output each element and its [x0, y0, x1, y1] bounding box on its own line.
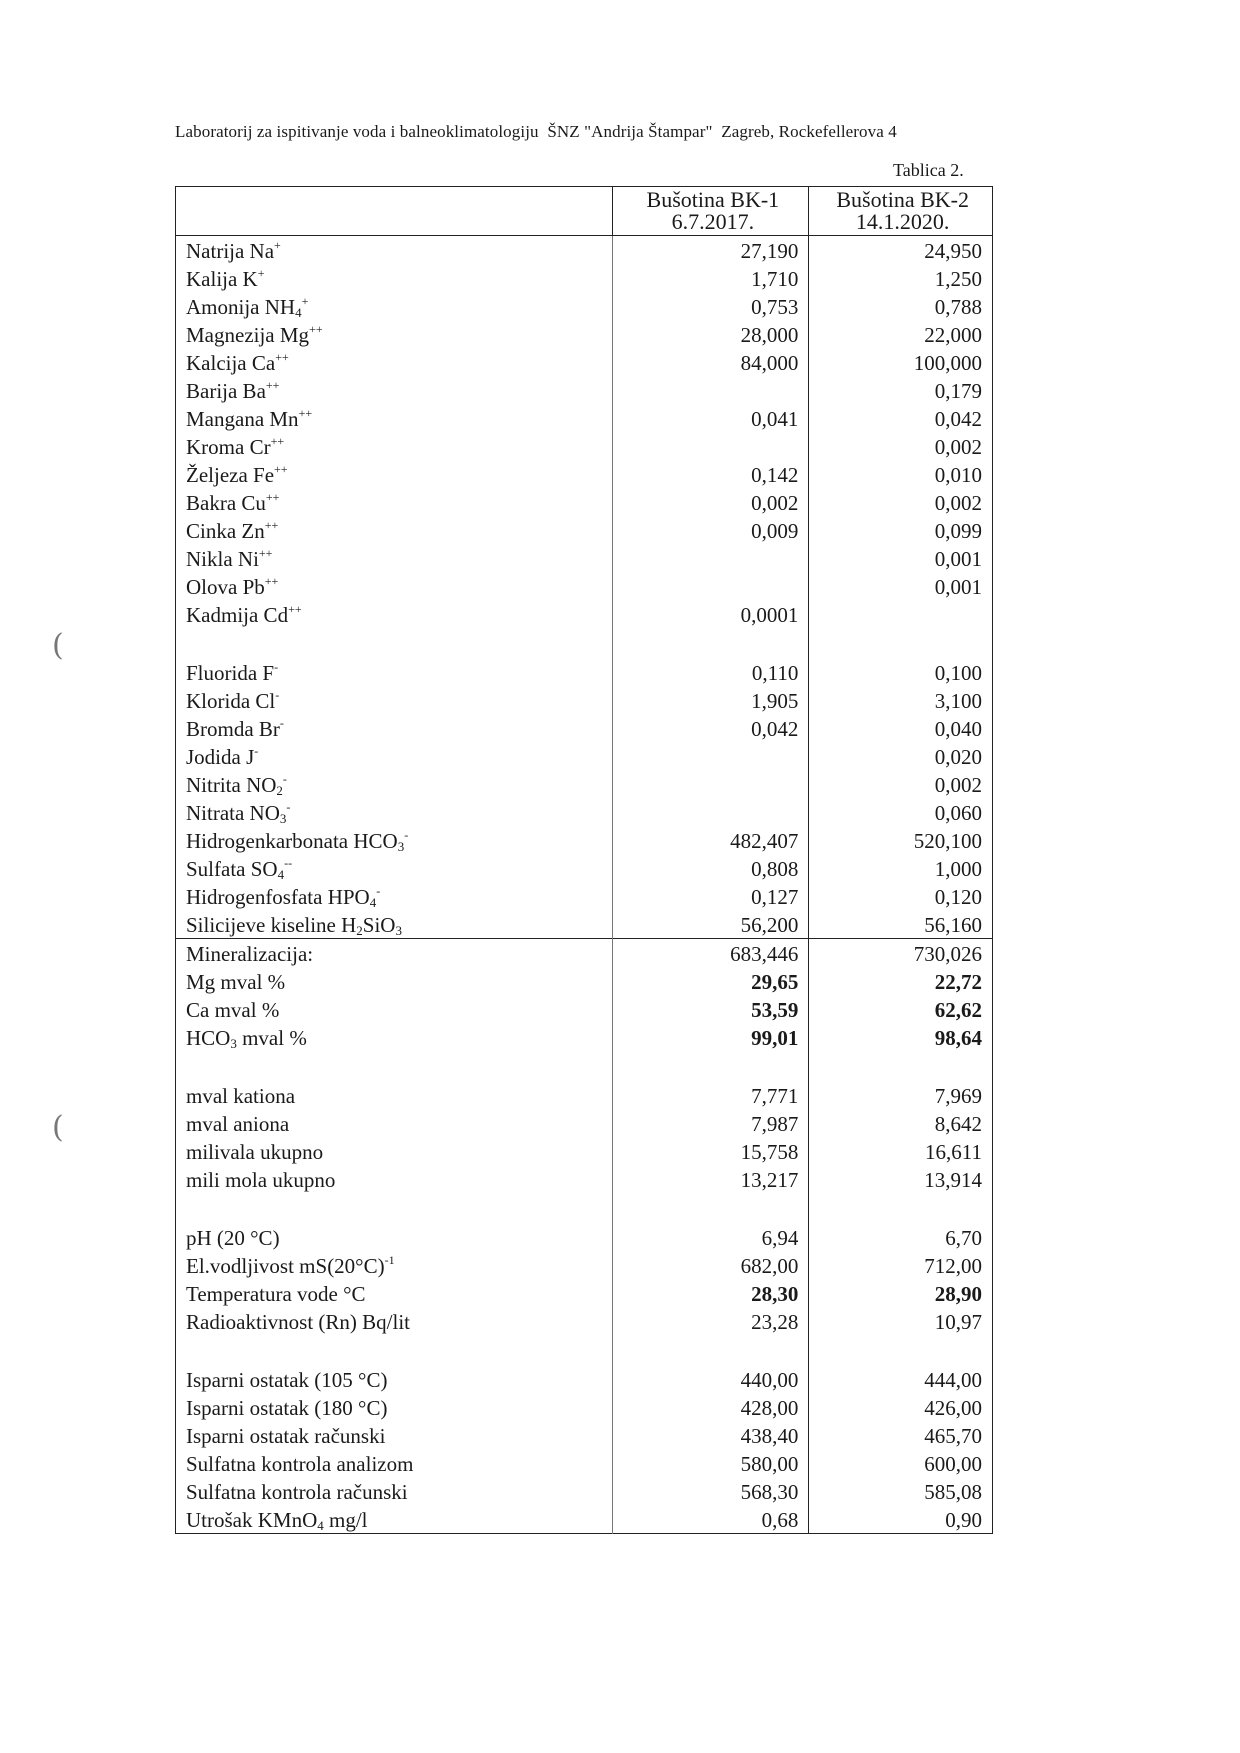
label-superscript: ++	[275, 350, 289, 364]
value-bk2: 520,100	[809, 826, 993, 854]
label-superscript: +	[274, 238, 281, 252]
label-superscript: ++	[270, 434, 285, 448]
label-tail: mval %	[236, 1026, 307, 1050]
spacer-cell	[613, 1051, 809, 1081]
label-text: mval aniona	[186, 1112, 290, 1136]
spacer-cell	[613, 1335, 809, 1365]
label-superscript: -	[274, 660, 279, 674]
label-text: Kroma Cr	[186, 435, 271, 459]
label-superscript: -	[282, 772, 287, 786]
table-row	[176, 1477, 993, 1505]
label-text: Hidrogenfosfata HPO	[186, 885, 370, 909]
label-superscript: -1	[384, 1253, 395, 1267]
value-bk1: 6,94	[613, 1223, 809, 1251]
table-row	[176, 264, 993, 292]
row-label	[176, 1137, 613, 1165]
value-bk2: 1,250	[809, 264, 993, 292]
value-bk2: 0,020	[809, 742, 993, 770]
value-bk1: 53,59	[613, 995, 809, 1023]
value-bk2: 426,00	[809, 1393, 993, 1421]
table-row	[176, 348, 993, 376]
table-row	[176, 1165, 993, 1193]
row-label	[176, 1251, 613, 1279]
lab-name: Laboratorij za ispitivanje voda i balneoklimatologiju	[175, 122, 539, 141]
row-label	[176, 572, 613, 600]
label-tail: SiO	[362, 913, 396, 937]
value-bk1: 0,0001	[613, 600, 809, 628]
value-bk2: 0,002	[809, 488, 993, 516]
spacer-cell	[809, 1051, 993, 1081]
label-superscript: ++	[264, 518, 279, 532]
value-bk1: 0,127	[613, 882, 809, 910]
value-bk1: 0,042	[613, 714, 809, 742]
address: Zagreb, Rockefellerova 4	[721, 122, 897, 141]
table-row	[176, 460, 993, 488]
value-bk2: 0,90	[809, 1505, 993, 1534]
value-bk2: 13,914	[809, 1165, 993, 1193]
label-tail: mg/l	[323, 1508, 368, 1532]
label-text: Kalcija Ca	[186, 351, 276, 375]
value-bk1: 23,28	[613, 1307, 809, 1335]
value-bk2: 0,179	[809, 376, 993, 404]
label-text: Ca mval %	[186, 998, 280, 1022]
value-bk2: 0,001	[809, 572, 993, 600]
row-label	[176, 404, 613, 432]
label-text: Isparni ostatak (180 °C)	[186, 1396, 388, 1420]
table-row	[176, 1023, 993, 1051]
label-superscript: -	[404, 828, 409, 842]
value-bk1: 28,30	[613, 1279, 809, 1307]
value-bk1: 482,407	[613, 826, 809, 854]
margin-mark: (	[52, 628, 64, 663]
label-superscript: -	[275, 688, 280, 702]
value-bk2: 6,70	[809, 1223, 993, 1251]
table-row	[176, 544, 993, 572]
value-bk1: 28,000	[613, 320, 809, 348]
value-bk1	[613, 376, 809, 404]
label-subscript: 3	[230, 1036, 237, 1051]
value-bk2: 56,160	[809, 910, 993, 939]
label-text: Bromda Br	[186, 717, 280, 741]
label-text: Mg mval %	[186, 970, 286, 994]
value-bk1: 15,758	[613, 1137, 809, 1165]
row-label	[176, 1081, 613, 1109]
table-row	[176, 404, 993, 432]
spacer-row	[176, 1051, 993, 1081]
value-bk2: 730,026	[809, 939, 993, 968]
label-text: Radioaktivnost (Rn) Bq/lit	[186, 1310, 410, 1334]
table-row	[176, 798, 993, 826]
column-name: Bušotina BK-1	[646, 187, 780, 212]
value-bk1	[613, 742, 809, 770]
table-row	[176, 742, 993, 770]
spacer-row	[176, 628, 993, 658]
value-bk2: 0,042	[809, 404, 993, 432]
label-text: Fluorida F	[186, 661, 275, 685]
label-text: Isparni ostatak (105 °C)	[186, 1368, 388, 1392]
row-label	[176, 1365, 613, 1393]
table-row	[176, 516, 993, 544]
document-header	[175, 122, 1015, 142]
spacer-row	[176, 1335, 993, 1365]
label-tail: (20°C)	[327, 1254, 385, 1278]
label-text: Nitrita NO	[186, 773, 277, 797]
label-text: Mangana Mn	[186, 407, 299, 431]
value-bk2: 28,90	[809, 1279, 993, 1307]
label-subscript: 3	[279, 811, 287, 826]
row-label	[176, 292, 613, 320]
value-bk1: 7,771	[613, 1081, 809, 1109]
spacer-cell	[809, 628, 993, 658]
value-bk1: 0,142	[613, 460, 809, 488]
value-bk2: 465,70	[809, 1421, 993, 1449]
value-bk1	[613, 432, 809, 460]
label-text: Sulfata SO	[186, 857, 278, 881]
value-bk1: 27,190	[613, 236, 809, 265]
row-label	[176, 686, 613, 714]
spacer-cell	[176, 1051, 613, 1081]
value-bk1: 13,217	[613, 1165, 809, 1193]
value-bk2: 22,000	[809, 320, 993, 348]
value-bk1: 0,753	[613, 292, 809, 320]
row-label	[176, 1393, 613, 1421]
table-row	[176, 882, 993, 910]
column-date: 6.7.2017.	[671, 209, 755, 234]
label-text: Klorida Cl	[186, 689, 276, 713]
table-row	[176, 600, 993, 628]
spacer-row	[176, 1193, 993, 1223]
label-text: Kadmija Cd	[186, 603, 289, 627]
row-label	[176, 658, 613, 686]
value-bk1: 0,009	[613, 516, 809, 544]
value-bk2: 0,788	[809, 292, 993, 320]
label-superscript: +	[301, 294, 309, 308]
value-bk2: 10,97	[809, 1307, 993, 1335]
value-bk2: 98,64	[809, 1023, 993, 1051]
row-label	[176, 1449, 613, 1477]
value-bk2: 0,002	[809, 432, 993, 460]
row-label	[176, 714, 613, 742]
label-text: mili mola ukupno	[186, 1168, 336, 1192]
column-date: 14.1.2020.	[855, 209, 950, 234]
label-subscript: 4	[277, 867, 285, 882]
row-label	[176, 348, 613, 376]
table-row	[176, 320, 993, 348]
label-text: Cinka Zn	[186, 519, 265, 543]
value-bk1: 99,01	[613, 1023, 809, 1051]
value-bk1: 0,002	[613, 488, 809, 516]
label-text: Nitrata NO	[186, 801, 280, 825]
value-bk1	[613, 770, 809, 798]
row-label	[176, 939, 613, 968]
value-bk1	[613, 572, 809, 600]
label-text: Utrošak KMnO	[186, 1508, 318, 1532]
table-header-row	[176, 187, 993, 236]
label-superscript: ++	[264, 574, 279, 588]
institution-name: ŠNZ "Andrija Štampar"	[547, 122, 713, 141]
row-label	[176, 798, 613, 826]
value-bk2: 0,010	[809, 460, 993, 488]
row-label	[176, 770, 613, 798]
table-row	[176, 714, 993, 742]
value-bk1	[613, 544, 809, 572]
value-bk2: 712,00	[809, 1251, 993, 1279]
value-bk2: 24,950	[809, 236, 993, 265]
table-row	[176, 1251, 993, 1279]
row-label	[176, 1477, 613, 1505]
label-superscript: ++	[298, 406, 313, 420]
analysis-table	[175, 186, 993, 1534]
row-label	[176, 236, 613, 265]
label-text: Željeza Fe	[186, 463, 275, 487]
value-bk2: 16,611	[809, 1137, 993, 1165]
value-bk2: 62,62	[809, 995, 993, 1023]
label-text: Temperatura vode °C	[186, 1282, 366, 1306]
table-row	[176, 1307, 993, 1335]
spacer-cell	[176, 628, 613, 658]
label-text: Mineralizacija:	[186, 942, 314, 966]
label-text: Olova Pb	[186, 575, 265, 599]
label-superscript: -	[279, 716, 284, 730]
row-label	[176, 910, 613, 939]
label-superscript: +	[257, 266, 265, 280]
table-row	[176, 995, 993, 1023]
row-label	[176, 376, 613, 404]
label-superscript: ++	[288, 602, 302, 616]
value-bk2: 22,72	[809, 967, 993, 995]
label-superscript: -	[254, 744, 259, 758]
value-bk2: 0,040	[809, 714, 993, 742]
table-row	[176, 376, 993, 404]
label-superscript: --	[284, 856, 293, 870]
table-row	[176, 432, 993, 460]
table-row	[176, 572, 993, 600]
value-bk2: 0,001	[809, 544, 993, 572]
value-bk2: 444,00	[809, 1365, 993, 1393]
table-caption: Tablica 2.	[893, 160, 964, 180]
column-header-bk1	[613, 187, 809, 236]
table-row	[176, 1365, 993, 1393]
value-bk1: 0,110	[613, 658, 809, 686]
table-row	[176, 1279, 993, 1307]
label-text: El.vodljivost mS	[186, 1254, 328, 1278]
row-label	[176, 995, 613, 1023]
value-bk1: 568,30	[613, 1477, 809, 1505]
label-text: Kalija K	[186, 267, 258, 291]
table-row	[176, 1223, 993, 1251]
row-label	[176, 488, 613, 516]
row-label	[176, 460, 613, 488]
row-label	[176, 1023, 613, 1051]
row-label	[176, 600, 613, 628]
label-text: Sulfatna kontrola analizom	[186, 1452, 414, 1476]
label-text: pH (20 °C)	[186, 1226, 280, 1250]
label-text: milivala ukupno	[186, 1140, 324, 1164]
table-row	[176, 1449, 993, 1477]
label-subscript: 2	[356, 923, 363, 938]
row-label	[176, 826, 613, 854]
row-label	[176, 1109, 613, 1137]
table-row	[176, 1081, 993, 1109]
row-label	[176, 1279, 613, 1307]
table-row	[176, 1393, 993, 1421]
table-row	[176, 686, 993, 714]
value-bk1: 56,200	[613, 910, 809, 939]
value-bk1: 0,041	[613, 404, 809, 432]
label-text: HCO	[186, 1026, 231, 1050]
value-bk2: 1,000	[809, 854, 993, 882]
spacer-cell	[176, 1193, 613, 1223]
table-row	[176, 1109, 993, 1137]
table-row	[176, 1421, 993, 1449]
value-bk1: 0,68	[613, 1505, 809, 1534]
value-bk2: 3,100	[809, 686, 993, 714]
row-label	[176, 432, 613, 460]
value-bk1: 438,40	[613, 1421, 809, 1449]
table-row	[176, 658, 993, 686]
value-bk1: 1,710	[613, 264, 809, 292]
row-label	[176, 1307, 613, 1335]
value-bk2: 0,060	[809, 798, 993, 826]
header-empty-cell	[176, 187, 613, 236]
row-label	[176, 264, 613, 292]
label-text: Silicijeve kiseline H	[186, 913, 357, 937]
value-bk2: 8,642	[809, 1109, 993, 1137]
row-label	[176, 544, 613, 572]
label-text: Magnezija Mg	[186, 323, 310, 347]
label-superscript: ++	[274, 462, 288, 476]
table-row	[176, 236, 993, 265]
table-row	[176, 770, 993, 798]
row-label	[176, 882, 613, 910]
value-bk2: 0,120	[809, 882, 993, 910]
table-row	[176, 910, 993, 939]
row-label	[176, 742, 613, 770]
label-subscript: 4	[317, 1518, 324, 1533]
value-bk1	[613, 798, 809, 826]
row-label	[176, 1165, 613, 1193]
label-text: Bakra Cu	[186, 491, 266, 515]
value-bk1: 580,00	[613, 1449, 809, 1477]
label-superscript: ++	[265, 378, 280, 392]
label-superscript: ++	[258, 546, 273, 560]
label-text: Sulfatna kontrola računski	[186, 1480, 408, 1504]
row-label	[176, 1223, 613, 1251]
row-label	[176, 516, 613, 544]
table-row	[176, 826, 993, 854]
label-superscript: -	[376, 884, 381, 898]
label-text: Nikla Ni	[186, 547, 259, 571]
row-label	[176, 320, 613, 348]
label-text: Hidrogenkarbonata HCO	[186, 829, 398, 853]
table-row	[176, 939, 993, 968]
table-row	[176, 1505, 993, 1534]
label-superscript: ++	[309, 322, 323, 336]
column-header-bk2	[809, 187, 993, 236]
value-bk2: 0,100	[809, 658, 993, 686]
label-subscript: 4	[295, 305, 302, 320]
label-subscript: 2	[276, 783, 283, 798]
label-text: Natrija Na	[186, 239, 275, 263]
label-subscript: 3	[397, 839, 405, 854]
margin-mark: (	[52, 1110, 64, 1145]
table-row	[176, 292, 993, 320]
table-row	[176, 967, 993, 995]
label-superscript: -	[286, 800, 291, 814]
value-bk2: 0,099	[809, 516, 993, 544]
table-row	[176, 1137, 993, 1165]
value-bk2: 0,002	[809, 770, 993, 798]
label-text: Barija Ba	[186, 379, 266, 403]
row-label	[176, 967, 613, 995]
row-label	[176, 1421, 613, 1449]
label-text: Jodida J	[186, 745, 255, 769]
value-bk1: 29,65	[613, 967, 809, 995]
label-subscript: 4	[369, 895, 377, 910]
spacer-cell	[613, 1193, 809, 1223]
spacer-cell	[613, 628, 809, 658]
table-row	[176, 854, 993, 882]
value-bk2: 100,000	[809, 348, 993, 376]
value-bk1: 0,808	[613, 854, 809, 882]
value-bk1: 84,000	[613, 348, 809, 376]
value-bk2	[809, 600, 993, 628]
value-bk2: 7,969	[809, 1081, 993, 1109]
label-text: mval kationa	[186, 1084, 296, 1108]
label-superscript: ++	[265, 490, 280, 504]
spacer-cell	[176, 1335, 613, 1365]
value-bk2: 585,08	[809, 1477, 993, 1505]
table-row	[176, 488, 993, 516]
row-label	[176, 854, 613, 882]
label-text: Amonija NH	[186, 295, 296, 319]
value-bk1: 682,00	[613, 1251, 809, 1279]
value-bk2: 600,00	[809, 1449, 993, 1477]
label-subscript: 3	[395, 923, 402, 938]
value-bk1: 7,987	[613, 1109, 809, 1137]
value-bk1: 428,00	[613, 1393, 809, 1421]
value-bk1: 1,905	[613, 686, 809, 714]
row-label	[176, 1505, 613, 1534]
value-bk1: 683,446	[613, 939, 809, 968]
label-text: Isparni ostatak računski	[186, 1424, 386, 1448]
spacer-cell	[809, 1193, 993, 1223]
column-name: Bušotina BK-2	[836, 187, 969, 212]
value-bk1: 440,00	[613, 1365, 809, 1393]
spacer-cell	[809, 1335, 993, 1365]
